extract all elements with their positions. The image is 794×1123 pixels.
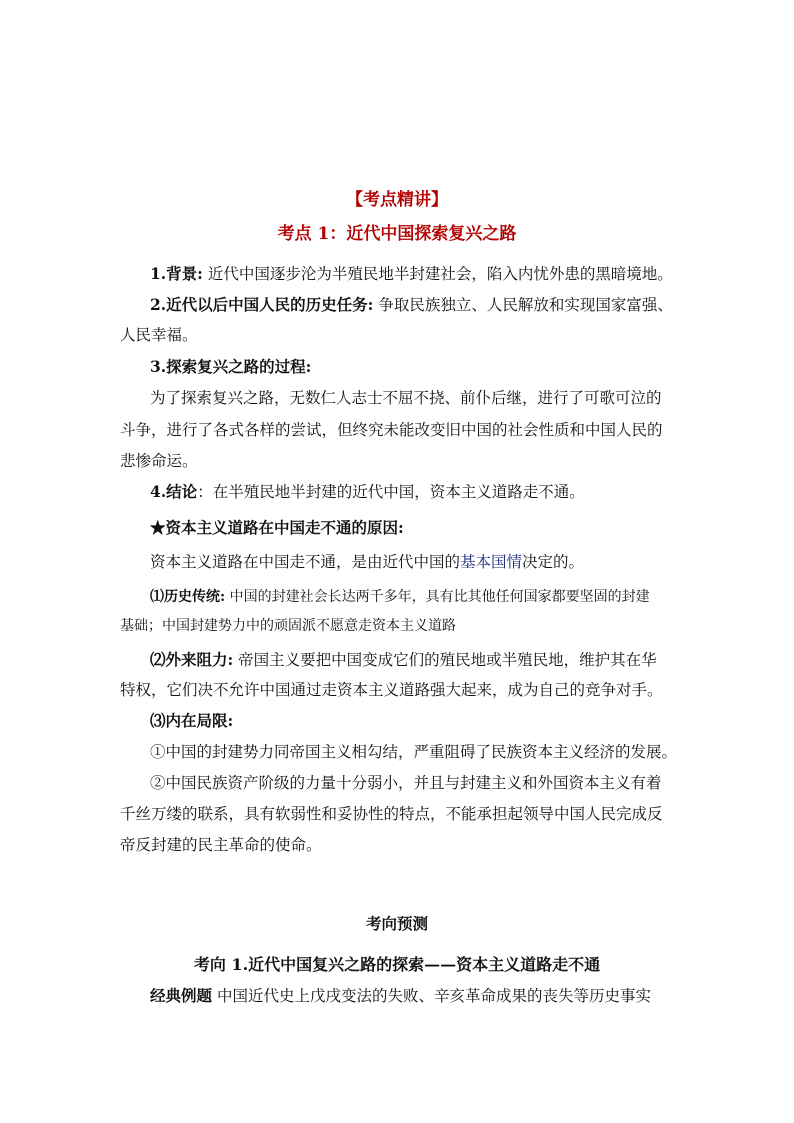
text-example: 中国近代史上戊戌变法的失败、辛亥革命成果的丧失等历史事实 [212,987,651,1005]
basic-national-conditions-link[interactable]: 基本国情 [460,553,523,571]
internal-line-4: 帝反封建的民主革命的使命。 [120,836,322,854]
star-heading: ★资本主义道路在中国走不通的原因: [150,518,404,537]
forecast-subheading: 考向 1.近代中国复兴之路的探索——资本主义道路走不通 [193,955,601,974]
process-line-3: 悲惨命运。 [120,452,198,470]
star-intro-post: 决定的。 [522,553,585,571]
label-background: 1.背景: [150,264,203,283]
forecast-heading: 考向预测 [365,914,428,933]
label-task: 2.近代以后中国人民的历史任务: [150,295,374,314]
process-line-2: 斗争，进行了各式各样的尝试，但终究未能改变旧中国的社会性质和中国人民的 [120,421,663,439]
paragraph-conclusion [150,482,585,502]
reason-external [150,650,657,670]
paragraph-task [150,295,673,315]
example-line [150,986,651,1006]
text-conclusion: ：在半殖民地半封建的近代中国，资本主义道路走不通。 [197,483,585,501]
topic-title: 考点 1：近代中国探索复兴之路 [277,224,517,244]
label-external: ⑵外来阻力: [150,650,234,669]
text-task: 争取民族独立、人民解放和实现国家富强、 [373,296,673,314]
text-history: 中国的封建社会长达两千多年，具有比其他任何国家都要坚固的封建 [225,589,650,605]
star-intro [150,552,584,572]
process-line-1: 为了探索复兴之路，无数仁人志士不屈不挠、前仆后继，进行了可歌可泣的 [150,389,662,407]
label-internal: ⑶内在局限: [150,711,234,730]
paragraph-background [150,264,673,284]
text-history-cont: 基础；中国封建势力中的顽固派不愿意走资本主义道路 [120,618,456,634]
internal-line-3: 千丝万缕的联系，具有软弱性和妥协性的特点，不能承担起领导中国人民完成反 [120,805,663,823]
text-task-cont: 人民幸福。 [120,326,198,344]
reason-history [150,587,650,607]
text-background: 近代中国逐步沦为半殖民地半封建社会，陷入内忧外患的黑暗境地。 [202,265,673,283]
internal-line-2: ②中国民族资产阶级的力量十分弱小，并且与封建主义和外国资本主义有着 [150,774,662,792]
internal-line-1: ①中国的封建势力同帝国主义相勾结，严重阻碍了民族资本主义经济的发展。 [150,743,678,761]
label-conclusion: 4.结论 [150,482,198,501]
label-process: 3.探索复兴之路的过程: [150,357,312,376]
text-external-cont: 特权，它们决不允许中国通过走资本主义道路强大起来，成为自己的竞争对手。 [120,681,663,699]
star-intro-pre: 资本主义道路在中国走不通，是由近代中国的 [150,553,461,571]
label-example: 经典例题 [150,986,213,1005]
label-history: ⑴历史传统: [150,589,226,605]
section-header: 【考点精讲】 [346,190,448,210]
text-external: 帝国主义要把中国变成它们的殖民地或半殖民地，维护其在华 [233,651,657,669]
